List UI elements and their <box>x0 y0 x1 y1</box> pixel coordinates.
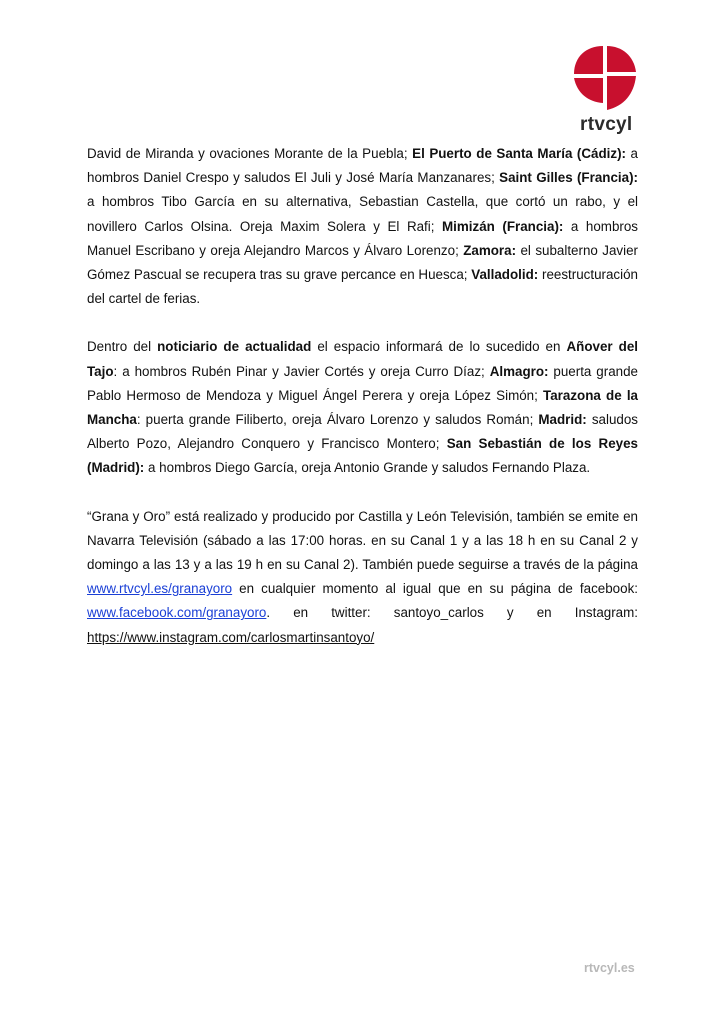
document-body <box>87 142 638 650</box>
cross-logo-icon <box>574 46 636 110</box>
logo-text: rtvcyl <box>580 114 633 135</box>
instagram-link[interactable]: https://www.instagram.com/carlosmartinsantoyo/ <box>87 629 375 645</box>
facebook-link[interactable]: www.facebook.com/granayoro <box>87 605 267 621</box>
paragraph-broadcast-info: “Grana y Oro” está realizado y producido por Castilla y León Televisión, también se emite en Navarra Televisión (sábado a las 17:00 horas. en su Canal 1 y a las 18 h en su Canal 2 y domingo a las 13 y a las 19 h en su Canal 2). También puede seguirse a través de la página www.rtvcyl.es/granayoro en cualquier momento al igual que en su página de facebook: www.facebook.com/granayoro. en twitter: santoyo_carlos y en Instagram: https://www.instagram.com/carlosmartinsantoyo/ <box>87 508 638 645</box>
footer-site: rtvcyl.es <box>584 961 635 975</box>
granayoro-link[interactable]: www.rtvcyl.es/granayoro <box>87 581 233 597</box>
paragraph-results: David de Miranda y ovaciones Morante de la Puebla; El Puerto de Santa María (Cádiz): a hombros Daniel Crespo y saludos El Juli y José María Manzanares; Saint Gilles (Francia): a hombros Tibo García en su alternativa, Sebastian Castella, que cortó un rabo, y el novillero Carlos Olsina. Oreja Maxim Solera y El Rafi; Mimizán (Francia): a hombros Manuel Escribano y oreja Alejandro Marcos y Álvaro Lorenzo; Zamora: el subalterno Javier Gómez Pascual se recupera tras su grave percance en Huesca; Valladolid: reestructuración del cartel de ferias. <box>87 146 639 307</box>
paragraph-news: Dentro del noticiario de actualidad el espacio informará de lo sucedido en Añover del Tajo: a hombros Rubén Pinar y Javier Cortés y oreja Curro Díaz; Almagro: puerta grande Pablo Hermoso de Mendoza y Miguel Ángel Perera y oreja López Simón; Tarazona de la Mancha: puerta grande Filiberto, oreja Álvaro Lorenzo y saludos Román; Madrid: saludos Alberto Pozo, Alejandro Conquero y Francisco Montero; San Sebastián de los Reyes (Madrid): a hombros Diego García, oreja Antonio Grande y saludos Fernando Plaza. <box>87 339 638 476</box>
